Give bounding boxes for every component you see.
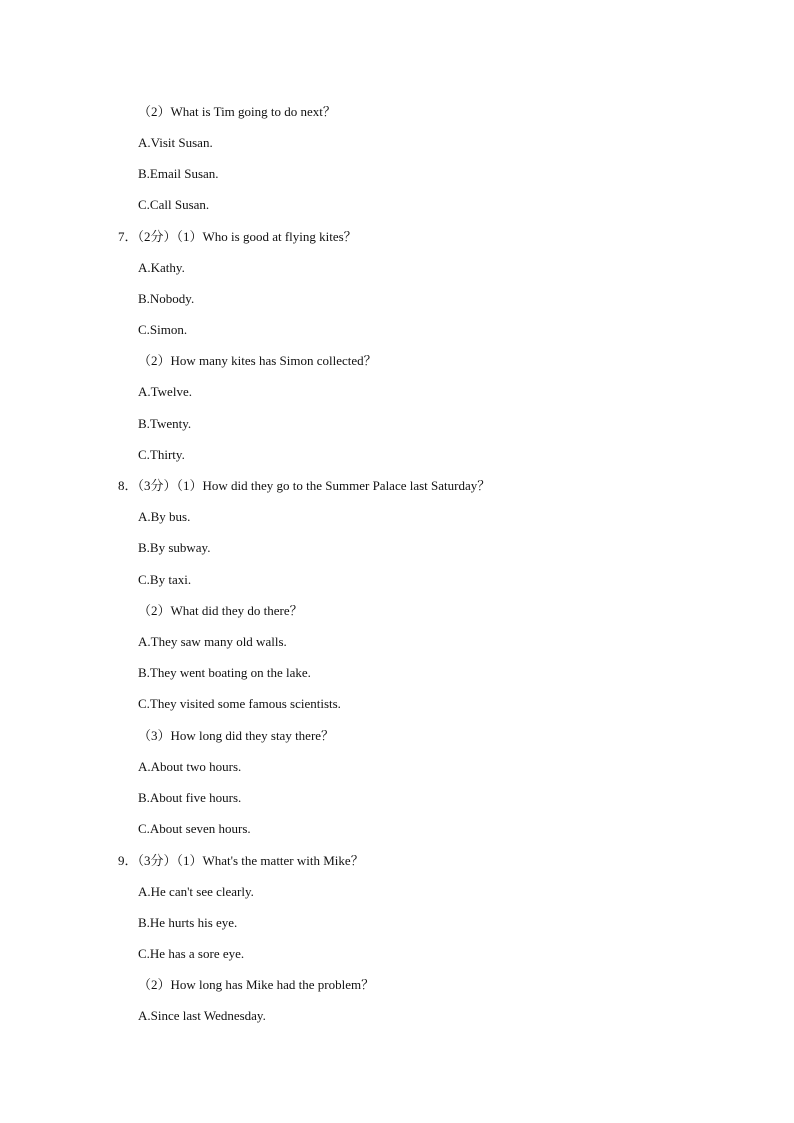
- option: B.About five hours.: [138, 790, 242, 805]
- option: B.Email Susan.: [138, 166, 219, 181]
- option: C.Call Susan.: [138, 197, 210, 212]
- question-heading: 8．（3分）（1）How did they go to the Summer Palace last Saturday？: [118, 478, 491, 493]
- option: A.Since last Wednesday.: [138, 1008, 266, 1023]
- option: C.He has a sore eye.: [138, 946, 245, 961]
- question-heading: 9．（3分）（1）What's the matter with Mike？: [118, 853, 364, 868]
- option: A.He can't see clearly.: [138, 884, 254, 899]
- sub-question: （2）How many kites has Simon collected？: [138, 353, 377, 368]
- option: B.He hurts his eye.: [138, 915, 238, 930]
- option: B.They went boating on the lake.: [138, 665, 311, 680]
- option: C.About seven hours.: [138, 821, 251, 836]
- option: A.Kathy.: [138, 260, 185, 275]
- question-heading: 7．（2分）（1）Who is good at flying kites？: [118, 229, 357, 244]
- option: A.They saw many old walls.: [138, 634, 287, 649]
- sub-question: （2）What is Tim going to do next？: [138, 104, 336, 119]
- option: A.By bus.: [138, 509, 191, 524]
- option: C.By taxi.: [138, 572, 192, 587]
- option: C.They visited some famous scientists.: [138, 696, 341, 711]
- option: B.Nobody.: [138, 291, 195, 306]
- option: A.Visit Susan.: [138, 135, 213, 150]
- option: B.Twenty.: [138, 416, 192, 431]
- sub-question: （3）How long did they stay there？: [138, 728, 335, 743]
- option: A.About two hours.: [138, 759, 242, 774]
- sub-question: （2）What did they do there？: [138, 603, 303, 618]
- option: B.By subway.: [138, 540, 211, 555]
- sub-question: （2）How long has Mike had the problem？: [138, 977, 375, 992]
- option: A.Twelve.: [138, 384, 192, 399]
- option: C.Thirty.: [138, 447, 185, 462]
- option: C.Simon.: [138, 322, 188, 337]
